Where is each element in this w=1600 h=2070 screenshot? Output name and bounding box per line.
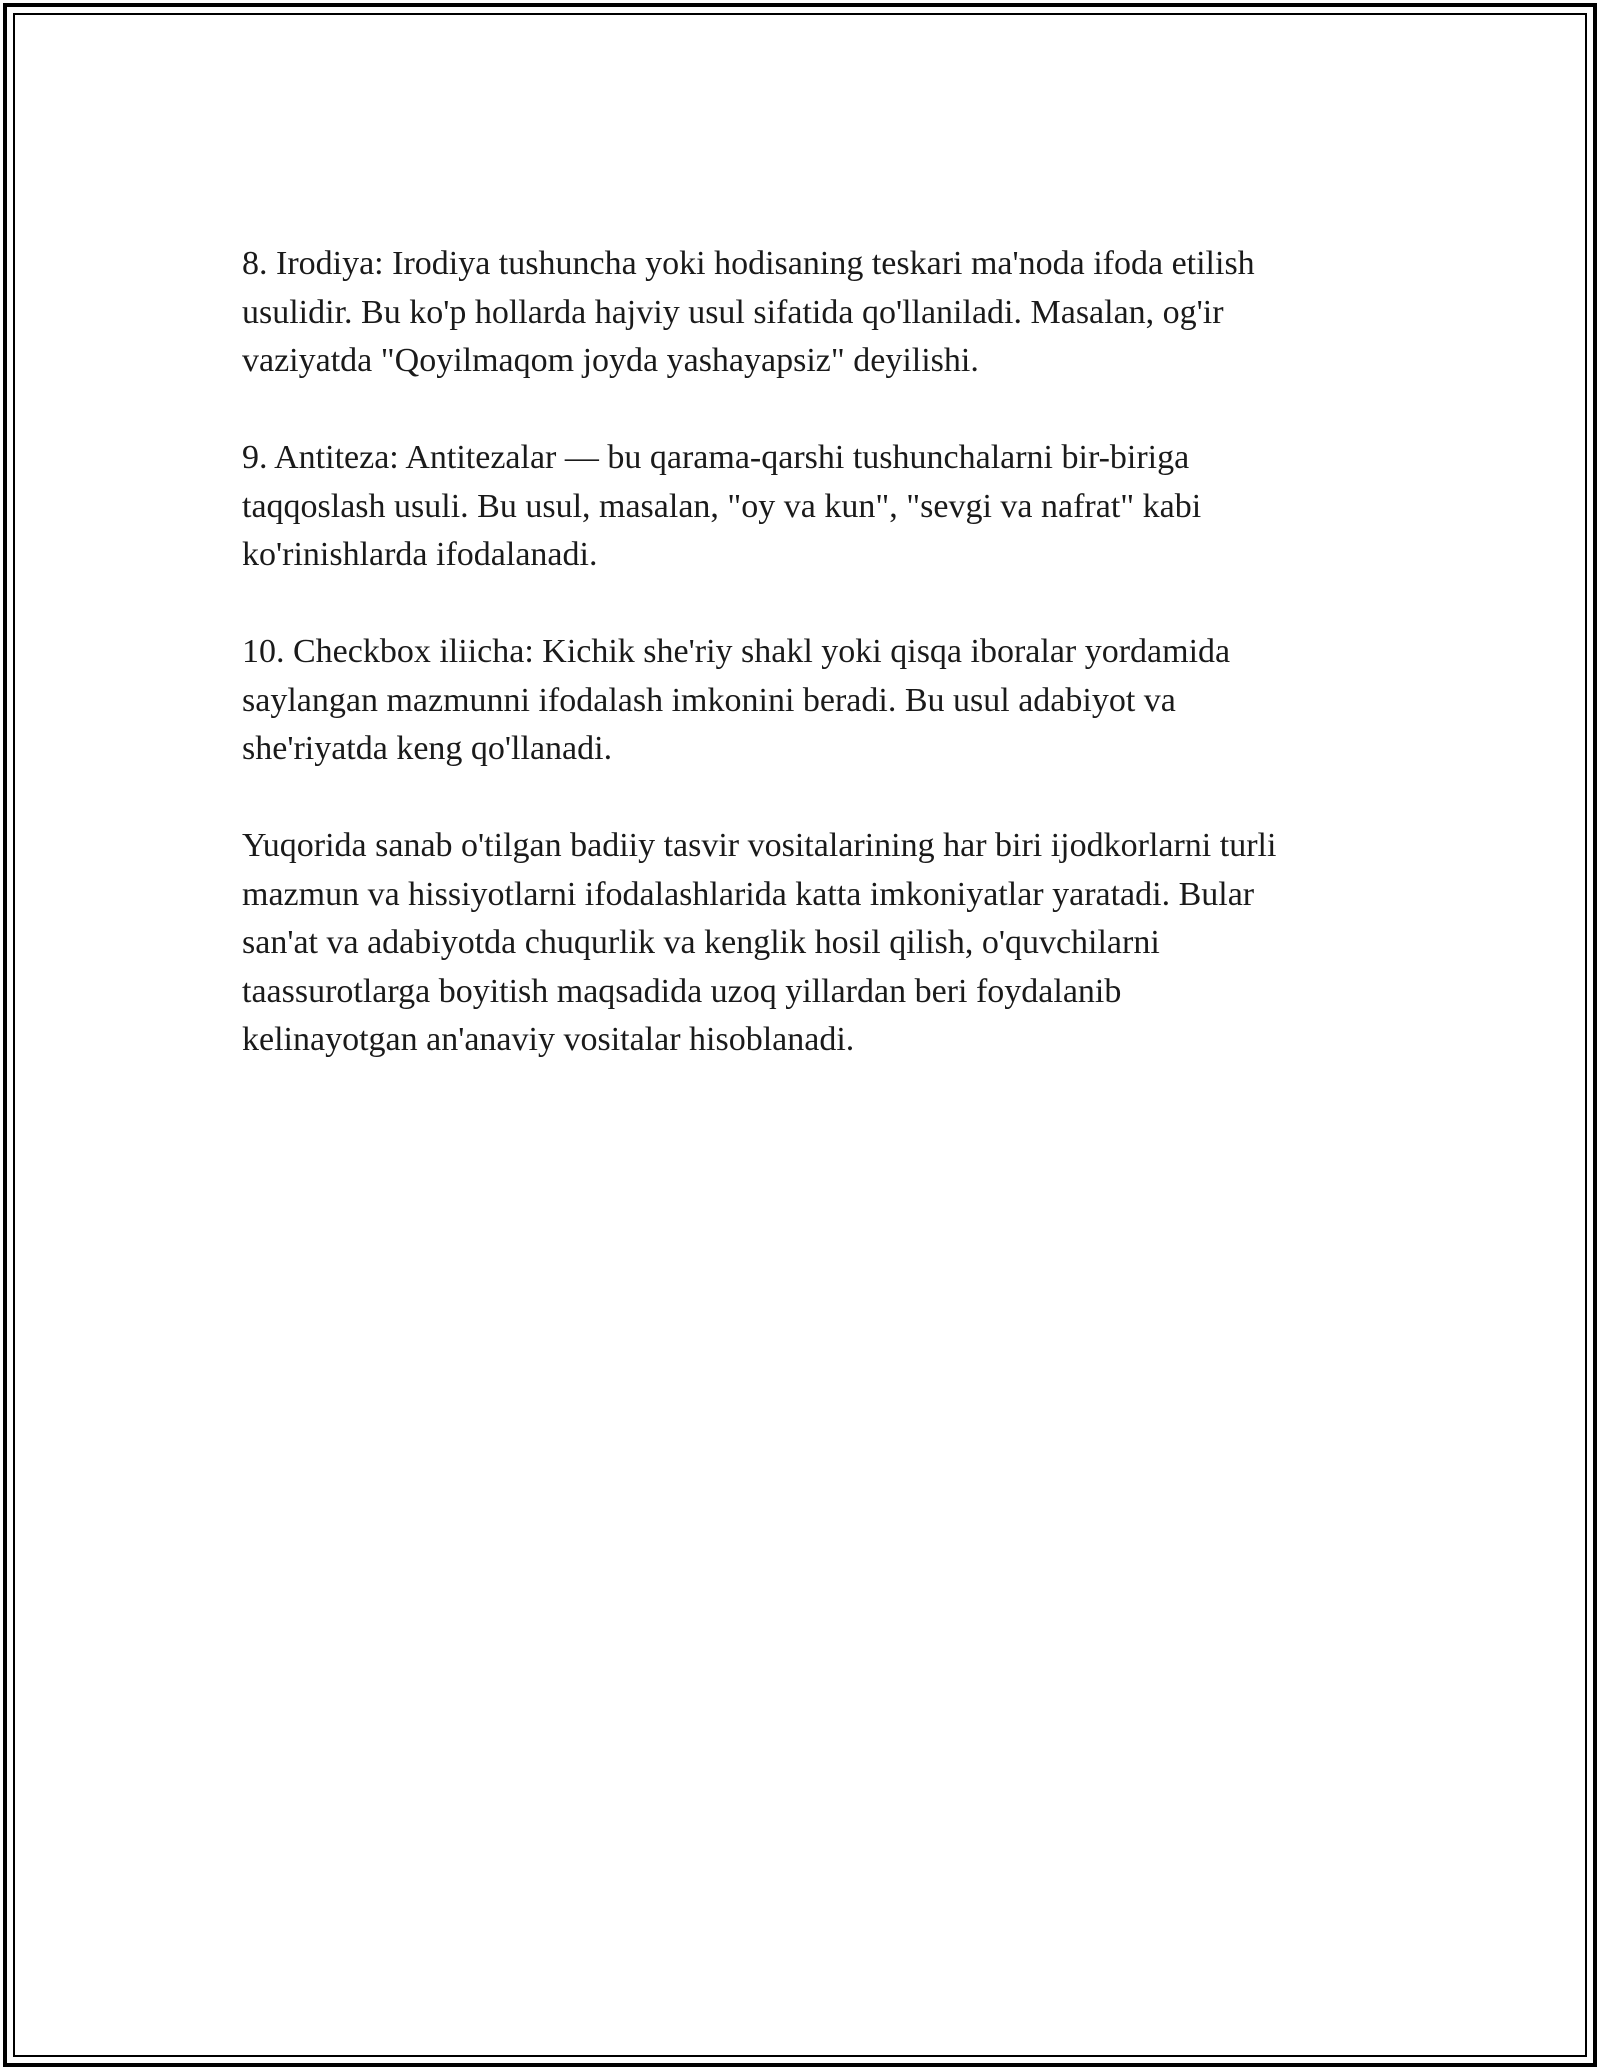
paragraph-irodiya: 8. Irodiya: Irodiya tushuncha yoki hodisaning teskari ma'noda ifoda etilish usulidir. Bu ko'p hollarda hajviy usul sifatida qo'llaniladi. Masalan, og'ir vaziyatda "Qoyilmaqom joyda yashayapsiz" deyilishi. (242, 245, 1255, 379)
page-frame (3, 3, 1597, 2067)
document-body (242, 240, 1392, 1065)
paragraph-antiteza: 9. Antiteza: Antitezalar — bu qarama-qarshi tushunchalarni bir-biriga taqqoslash usuli. Bu usul, masalan, "oy va kun", "sevgi va nafrat" kabi ko'rinishlarda ifodalanadi. (242, 439, 1202, 573)
paragraph-conclusion: Yuqorida sanab o'tilgan badiiy tasvir vositalarining har biri ijodkorlarni turli mazmun va hissiyotlarni ifodalashlarida katta imkoniyatlar yaratadi. Bular san'at va adabiyotda chuqurlik va kenglik hosil qilish, o'quvchilarni taassurotlarga boyitish maqsadida uzoq yillardan beri foydalanib kelinayotgan an'anaviy vositalar hisoblanadi. (242, 827, 1277, 1058)
paragraph-checkbox-iliicha: 10. Checkbox iliicha: Kichik she'riy shakl yoki qisqa iboralar yordamida saylangan mazmunni ifodalash imkonini beradi. Bu usul adabiyot va she'riyatda keng qo'llanadi. (242, 633, 1231, 767)
